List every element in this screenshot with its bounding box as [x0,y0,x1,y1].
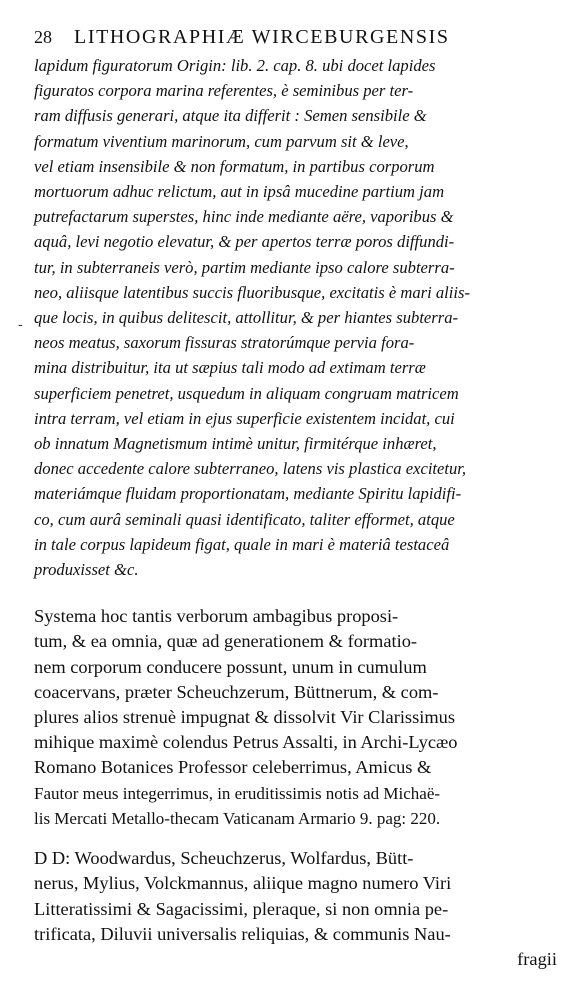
text-line: mihique maximè colendus Petrus Assalti, in Archi-Lycæo [34,732,458,753]
text-line: que locis, in quibus delitescit, attollitur, & per hiantes subterra- [34,308,459,328]
quoted-paragraph [34,53,557,582]
text-line: produxisset &c. [34,560,139,580]
text-line: neo, aliisque latentibus succis fluoribusque, excitatis è mari aliis- [34,282,470,302]
text-line: materiámque fluidam proportionatam, mediante Spiritu lapidifi- [34,484,462,504]
text-line: figuratos corpora marina referentes, è seminibus per ter- [34,81,414,101]
margin-mark: - [18,317,23,333]
text-line: mina distribuitur, ita ut sæpius tali modo ad extimam terræ [34,358,426,378]
text-line: aquâ, levi negotio elevatur, & per apertos terræ poros diffundi- [34,232,455,252]
text-line: co, cum aurâ seminali quasi identificato, taliter efformet, atque [34,509,455,529]
text-line: intra terram, vel etiam in ejus superficie existentem incidat, cui [34,408,455,428]
text-line: putrefactarum superstes, hinc inde mediante aëre, vaporibus & [34,207,454,227]
text-line: plures alios strenuè impugnat & dissolvit Vir Clarissimus [34,707,456,728]
body-paragraph-continuation [34,846,557,947]
text-line: lis Mercati Metallo-thecam Vaticanam Armario 9. pag: 220. [34,808,441,828]
text-line: D D: Woodwardus, Scheuchzerus, Wolfardus, Bütt- [34,848,414,869]
text-line: Systema hoc tantis verborum ambagibus proposi- [34,606,399,627]
page-number: 28 [34,27,52,47]
text-line: trificata, Diluvii universalis reliquias, & communis Nau- [34,923,451,944]
text-line: superficiem penetret, usquedum in aliquam congruam matricem [34,383,459,403]
text-line: in tale corpus lapideum figat, quale in mari è materiâ testaceâ [34,534,450,554]
text-line: nem corporum conducere possunt, unum in cumulum [34,656,427,677]
text-line: vel etiam insensibile & non formatum, in partibus corporum [34,156,435,176]
text-line: tum, & ea omnia, quæ ad generationem & formatio- [34,631,418,652]
text-line: coacervans, præter Scheuchzerum, Büttnerum, & com- [34,681,439,702]
text-line: nerus, Mylius, Volckmannus, aliique magno numero Viri [34,873,452,894]
text-line: formatum viventium marinorum, cum parvum sit & leve, [34,131,409,151]
text-line: mortuorum adhuc relictum, aut in ipsâ mucedine partium jam [34,182,445,202]
text-line: tur, in subterraneis verò, partim mediante ipso calore subterra- [34,257,455,277]
body-paragraph [34,604,557,831]
text-line: lapidum figuratorum Origin: lib. 2. cap. 8. ubi docet lapides [34,56,436,75]
text-line: Romano Botanices Professor celeberrimus, Amicus & [34,757,432,778]
text-line: Litteratissimi & Sagacissimi, pleraque, si non omnia pe- [34,898,449,919]
text-line: neos meatus, saxorum fissuras stratorúmque pervia fora- [34,333,415,353]
text-line: donec accedente calore subterraneo, latens vis plastica excitetur, [34,459,467,479]
catchword: fragii [517,948,557,969]
page-header [34,26,557,49]
text-line: ob innatum Magnetismum intimè unitur, firmitérque inhæret, [34,434,437,454]
text-line: ram diffusis generari, atque ita differit : Semen sensibile & [34,106,427,126]
text-line: Fautor meus integerrimus, in eruditissimis notis ad Michaë- [34,783,441,803]
running-title: LITHOGRAPHIÆ WIRCEBURGENSIS [74,26,450,48]
